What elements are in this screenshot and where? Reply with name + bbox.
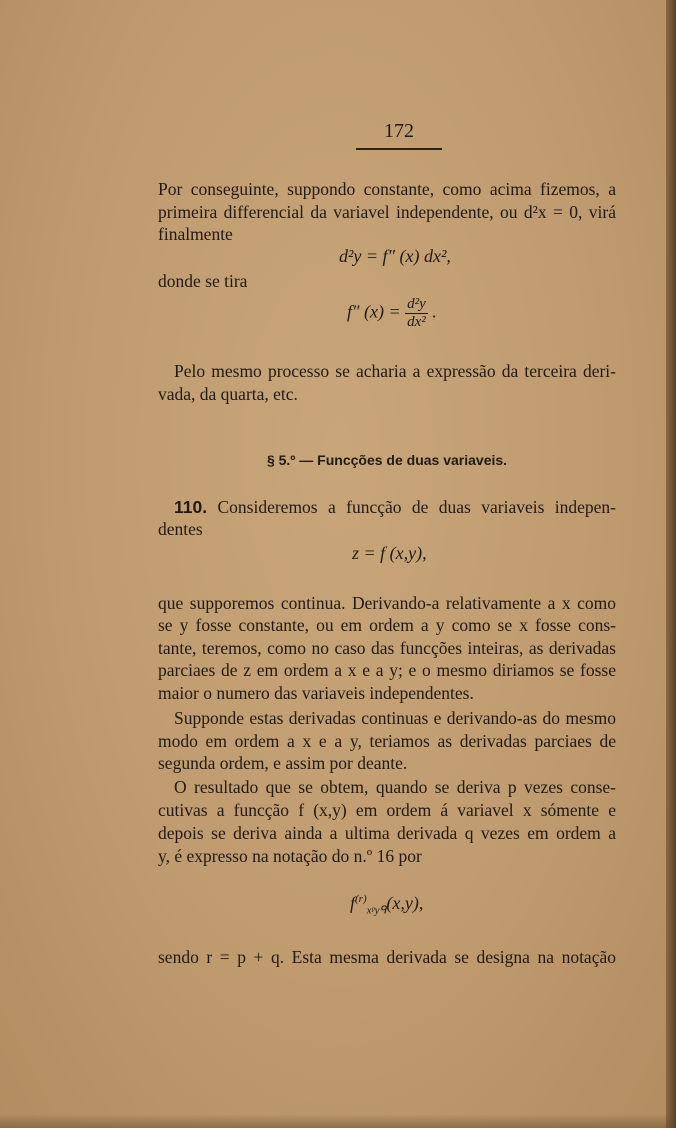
paragraph-4-line-2: se y fosse constante, ou em ordem a y como se x fosse cons- bbox=[158, 615, 616, 635]
equation-2-lhs: f″ (x) = bbox=[347, 301, 401, 322]
equation-4-subscript: xᵖyᑫ bbox=[366, 904, 387, 917]
paragraph-6-line-4: y, é expresso na notação do n.º 16 por bbox=[158, 846, 422, 866]
equation-2-numerator: d²y bbox=[407, 296, 426, 312]
equation-4 bbox=[350, 893, 423, 917]
equation-1: d²y = f″ (x) dx², bbox=[339, 246, 451, 266]
equation-4-args: (x,y), bbox=[386, 893, 424, 913]
article-number: 110. bbox=[174, 497, 208, 517]
equation-2-fraction bbox=[405, 296, 428, 331]
equation-2 bbox=[347, 296, 437, 331]
paragraph-5-line-1: Supponde estas derivadas continuas e derivando-as do mesmo bbox=[174, 708, 616, 728]
paragraph-6-line-2: cutivas a funcção f (x,y) em ordem á variavel x sómente e bbox=[158, 800, 616, 820]
equation-2-denominator: dx² bbox=[407, 314, 426, 330]
paragraph-4-line-5: maior o numero das variaveis independentes. bbox=[158, 683, 474, 703]
paragraph-1-line-2: primeira differencial da variavel independente, ou d²x = 0, virá bbox=[158, 202, 616, 222]
donde-line: donde se tira bbox=[158, 271, 248, 291]
paragraph-6-line-3: depois se deriva ainda a ultima derivada q vezes em ordem a bbox=[158, 823, 616, 843]
equation-4-base: f bbox=[350, 893, 356, 913]
paragraph-3-line-2: dentes bbox=[158, 519, 203, 539]
paragraph-5-line-3: segunda ordem, e assim por deante. bbox=[158, 753, 408, 773]
page-number: 172 bbox=[384, 120, 414, 142]
equation-3: z = f (x,y), bbox=[352, 543, 427, 563]
equation-2-end: . bbox=[432, 301, 437, 322]
paragraph-2-line-2: vada, da quarta, etc. bbox=[158, 384, 298, 404]
paragraph-3-text: Consideremos a funcção de duas variaveis indepen- bbox=[217, 497, 616, 517]
paragraph-3-line-1 bbox=[174, 496, 616, 518]
paragraph-4-line-4: parciaes de z em ordem a x e a y; e o mesmo diriamos se fosse bbox=[158, 660, 616, 680]
paragraph-5-line-2: modo em ordem a x e a y, teriamos as derivadas parciaes de bbox=[158, 731, 616, 751]
equation-4-superscript: (r) bbox=[355, 893, 367, 905]
paragraph-2-line-1: Pelo mesmo processo se acharia a expressão da terceira deri- bbox=[174, 361, 616, 381]
header-rule bbox=[356, 148, 442, 150]
paragraph-7-line-1: sendo r = p + q. Esta mesma derivada se designa na notação bbox=[158, 947, 616, 967]
paragraph-4-line-3: tante, teremos, como no caso das funcções inteiras, as derivadas bbox=[158, 638, 616, 658]
paragraph-1-line-3: finalmente bbox=[158, 224, 233, 244]
paragraph-1-line-1: Por conseguinte, suppondo constante, como acima fizemos, a bbox=[158, 179, 616, 199]
page-bottom-shadow bbox=[0, 1114, 676, 1128]
page-edge-shadow bbox=[666, 0, 676, 1128]
paragraph-6-line-1: O resultado que se obtem, quando se deriva p vezes conse- bbox=[174, 777, 616, 797]
paragraph-4-line-1: que supporemos continua. Derivando-a relativamente a x como bbox=[158, 593, 616, 613]
section-heading: § 5.º — Funcções de duas variaveis. bbox=[266, 452, 508, 468]
